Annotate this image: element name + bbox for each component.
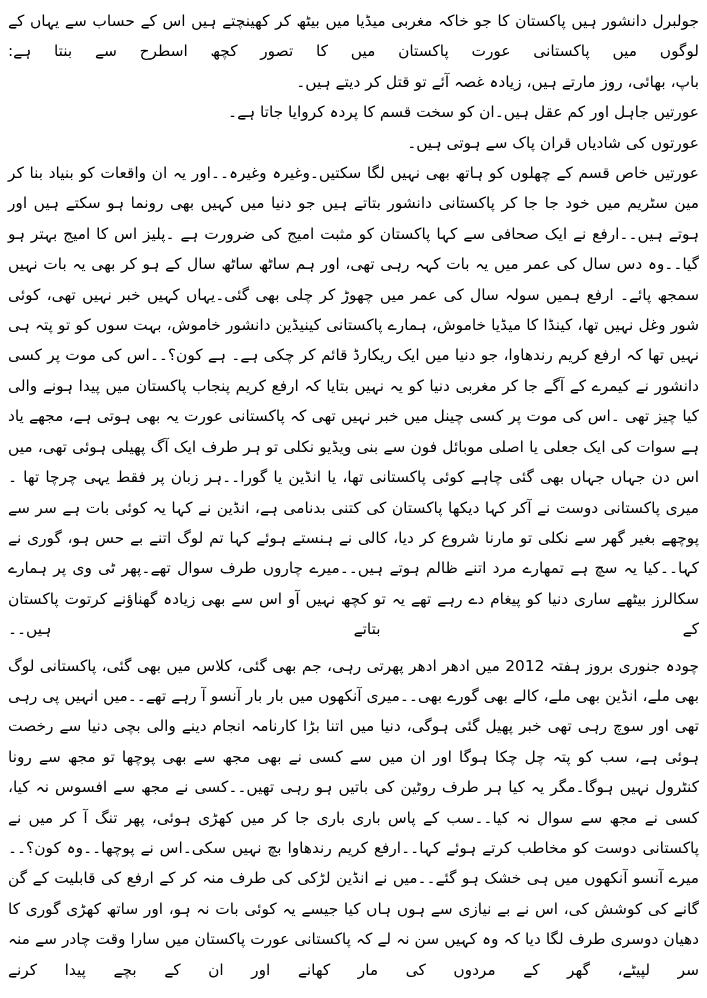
list-item: باپ، بھائی، روز مارتے ہیں، زیادہ غصہ آئے تو قتل کر دیتے ہیں۔	[296, 72, 699, 91]
intro-paragraph: جولبرل دانشور ہیں پاکستان کا جو خاکہ مغربی میڈیا میں بیٹھ کر کھینچتے ہیں اس کے حساب سے یہاں کے لوگوں میں پاکستانی عورت پاکستان میں کا تصور کچھ اسطرح سے بنتا ہے:	[8, 12, 699, 61]
body-paragraph: عورتیں خاص قسم کے چھلوں کو ہاتھ بھی نہیں لگا سکتیں۔وغیرہ وغیرہ۔۔اور یہ ان واقعات کو بنیاد بنا کر مین سٹریم میں خود جا جا کر پاکستانی دانشور بتاتے ہیں جو دنیا میں کہیں بھی رونما ہو سکتے ہیں اور ہوتے ہیں۔۔ارفع نے ایک صحافی سے کہا پاکستان کو مثبت امیج کی ضرورت ہے ۔پلیز اس کا امیج بہتر ہو گیا۔۔وہ دس سال کی عمر میں یہ بات کہہ رہی تھی، اور ہم ساٹھ ساٹھ سال کے ہو کر بھی یہ بات نہیں سمجھ پائے۔ ارفع ہمیں سولہ سال کی عمر میں چھوڑ کر چلی بھی گئی۔یہاں کہیں خبر نہیں تھی، کوئی شور وغل نہیں تھا، کینڈا کا میڈیا خاموش، ہمارے پاکستانی کینیڈین دانشور خاموش، بہت سوں کو تو پتہ ہی نہیں تھا کہ ارفع کریم رندھاوا، جو دنیا میں ایک ریکارڈ قائم کر چکی ہے۔ ہے کون؟۔۔اس کی موت پر کسی دانشور نے کیمرے کے آگے جا کر مغربی دنیا کو یہ نہیں بتایا کہ ارفع کریم پنجاب پاکستان میں پیدا ہونے والی کیا چیز تھی ۔اس کی موت پر کسی چینل میں خبر نہیں تھی کہ پاکستانی عورت یہ بھی ہوتی ہے، مجھے یاد ہے سوات کی ایک جعلی یا اصلی موبائل فون سے بنی ویڈیو نکلی تو ہر طرف ایک آگ پھیلی ہوئی تھی، میں اس دن جہاں جہاں بھی گئی چاہے کوئی پاکستانی تھا، یا انڈین یا گورا۔۔ہر زبان پر فقط یہی چرچا تھا ۔میری پاکستانی دوست نے آکر کہا دیکھا پاکستان کی کتنی بدنامی ہے، انڈین نے کہا یہ کوئی بات ہے سر سے پوچھے بغیر گھر سے نکلی تو مارنا شروع کر دیا، کالی نے ہنستے ہوئے کہا تم لوگ اتنے بے حس ہو، گوری نے کہا۔۔کیا یہ سچ ہے تمھارے مرد اتنے ظالم ہوتے ہیں۔۔میرے چاروں طرف سوال تھے۔پھر ٹی وی پر ہمارے سکالرز بیٹھے ساری دنیا کو پیغام دے رہے تھے یہ تو کچھ نہیں آو اس سے بھی زیادہ گھناؤنے کرتوت پاکستان کے بتاتے ہیں۔۔	[8, 164, 699, 639]
list-item: عورتوں کی شادیاں قران پاک سے ہوتی ہیں۔	[407, 133, 699, 152]
list-item: عورتیں جاہل اور کم عقل ہیں۔ان کو سخت قسم کا پردہ کروایا جاتا ہے۔	[228, 103, 699, 122]
body-paragraph: چودہ جنوری بروز ہفتہ 2012 میں ادھر ادھر پھرتی رہی، جم بھی گئی، کلاس میں بھی گئی، پاکستانی لوگ بھی ملے، انڈین بھی ملے، کالے بھی گورے بھی۔۔میری آنکھوں میں بار بار آنسو آ رہے تھے۔۔میں انہیں پی رہی تھی اور سوچ رہی تھی خبر پھیل گئی ہوگی، دنیا میں اتنا بڑا کارنامہ انجام دینے والی بچی دنیا سے رخصت ہوئی ہے، سب کو پتہ چل چکا ہوگا اور ان میں سے کسی نے بھی مجھ سے بھی پوچھا تو مجھ سے رونا کنٹرول نہیں ہوگا۔مگر یہ کیا ہر طرف روٹین کی باتیں ہو رہی تھیں۔۔کسی نے مجھ سے افسوس نہ کیا، کسی نے مجھ سے سوال نہ کیا۔۔سب کے پاس باری باری جا کر میں کھڑی ہوئی، پھر تنگ آ کر میں نے پاکستانی دوست کو مخاطب کرتے ہوئے کہا۔۔ارفع کریم رندھاوا بچ نہیں سکی۔اس نے پوچھا۔۔وہ کون؟۔۔میرے آنسو آنکھوں میں ہی خشک ہو گئے۔۔میں نے انڈین لڑکی کی طرف منہ کر کے ارفع کی قابلیت کے گن گانے کی کوشش کی، اس نے بے نیازی سے ہوں ہاں کیا جیسے یہ کوئی بات نہ ہو، اور ساتھ کھڑی گوری کا دھیان دوسری طرف لگا دیا کہ وہ کہیں سن نہ لے کہ پاکستانی عورت پاکستان میں سارا وقت چادر سے منہ سر لپیٹے، گھر کے مردوں کی مار کھانے اور ان کے بچے پیدا کرنے	[8, 656, 699, 979]
